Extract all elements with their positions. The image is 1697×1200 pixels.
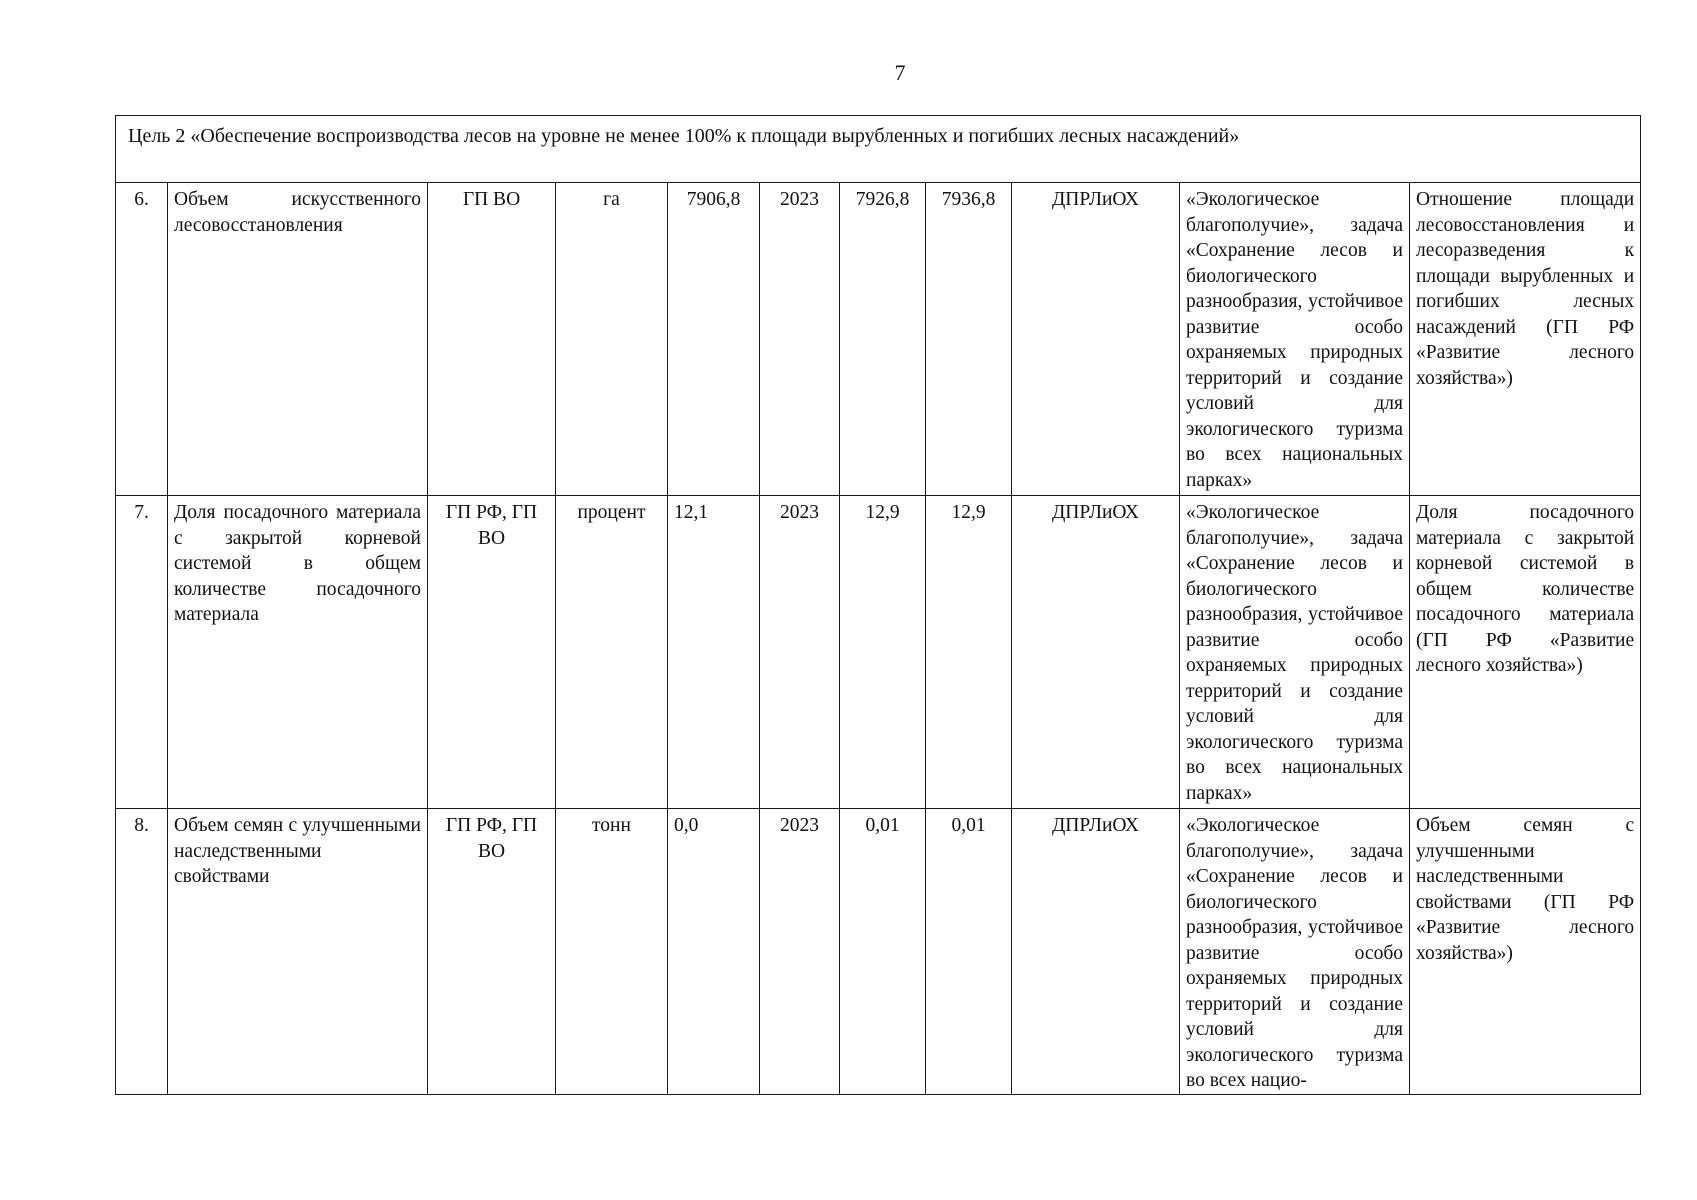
base-value-cell: 0,0: [668, 809, 760, 1095]
value-2-cell: 0,01: [926, 809, 1012, 1095]
page-number: 7: [894, 60, 906, 85]
value-2-cell: 7936,8: [926, 183, 1012, 496]
base-year-cell: 2023: [760, 183, 840, 496]
unit-cell: процент: [556, 496, 668, 809]
base-value-cell: 7906,8: [668, 183, 760, 496]
table-row: [116, 183, 1641, 496]
row-number: 7.: [116, 496, 168, 809]
indicator-name: Объем искусственного лесовосстановления: [168, 183, 428, 496]
value-1-cell: 0,01: [840, 809, 926, 1095]
indicators-table: [115, 115, 1641, 1095]
row-number: 8.: [116, 809, 168, 1095]
base-value-cell: 12,1: [668, 496, 760, 809]
related-indicator-cell: Отношение площади лесовосстановления и лесоразведения к площади вырубленных и погибших лесных насаждений (ГП РФ «Развитие лесного хозяйства»): [1410, 183, 1641, 496]
row-number: 6.: [116, 183, 168, 496]
table-row: [116, 809, 1641, 1095]
indicators-table-wrapper: [115, 115, 1640, 1095]
goal-row: [116, 116, 1641, 183]
base-year-cell: 2023: [760, 496, 840, 809]
national-goal-link-cell: «Экологическое благополучие», задача «Сохранение лесов и биологического разнообразия, устойчивое развитие особо охраняемых природных территорий и создание условий для экологического туризма во всех нацио-: [1180, 809, 1410, 1095]
indicator-name: Объем семян с улучшенными наследственными свойствами: [168, 809, 428, 1095]
source-cell: ГП ВО: [428, 183, 556, 496]
national-goal-link-cell: «Экологическое благополучие», задача «Сохранение лесов и биологического разнообразия, устойчивое развитие особо охраняемых природных территорий и создание условий для экологического туризма во всех национальных парках»: [1180, 183, 1410, 496]
value-1-cell: 12,9: [840, 496, 926, 809]
responsible-cell: ДПРЛиОХ: [1012, 183, 1180, 496]
base-year-cell: 2023: [760, 809, 840, 1095]
unit-cell: тонн: [556, 809, 668, 1095]
value-2-cell: 12,9: [926, 496, 1012, 809]
responsible-cell: ДПРЛиОХ: [1012, 496, 1180, 809]
value-1-cell: 7926,8: [840, 183, 926, 496]
indicator-name: Доля посадочного материала с закрытой корневой системой в общем количестве посадочного материала: [168, 496, 428, 809]
table-row: [116, 496, 1641, 809]
related-indicator-cell: Объем семян с улучшенными наследственными свойствами (ГП РФ «Развитие лесного хозяйства»): [1410, 809, 1641, 1095]
responsible-cell: ДПРЛиОХ: [1012, 809, 1180, 1095]
goal-title: Цель 2 «Обеспечение воспроизводства лесов на уровне не менее 100% к площади вырубленных и погибших лесных насаждений»: [116, 116, 1641, 183]
source-cell: ГП РФ, ГП ВО: [428, 809, 556, 1095]
related-indicator-cell: Доля посадочного материала с закрытой корневой системой в общем количестве посадочного материала (ГП РФ «Развитие лесного хозяйства»): [1410, 496, 1641, 809]
source-cell: ГП РФ, ГП ВО: [428, 496, 556, 809]
national-goal-link-cell: «Экологическое благополучие», задача «Сохранение лесов и биологического разнообразия, устойчивое развитие особо охраняемых природных территорий и создание условий для экологического туризма во всех национальных парках»: [1180, 496, 1410, 809]
unit-cell: га: [556, 183, 668, 496]
